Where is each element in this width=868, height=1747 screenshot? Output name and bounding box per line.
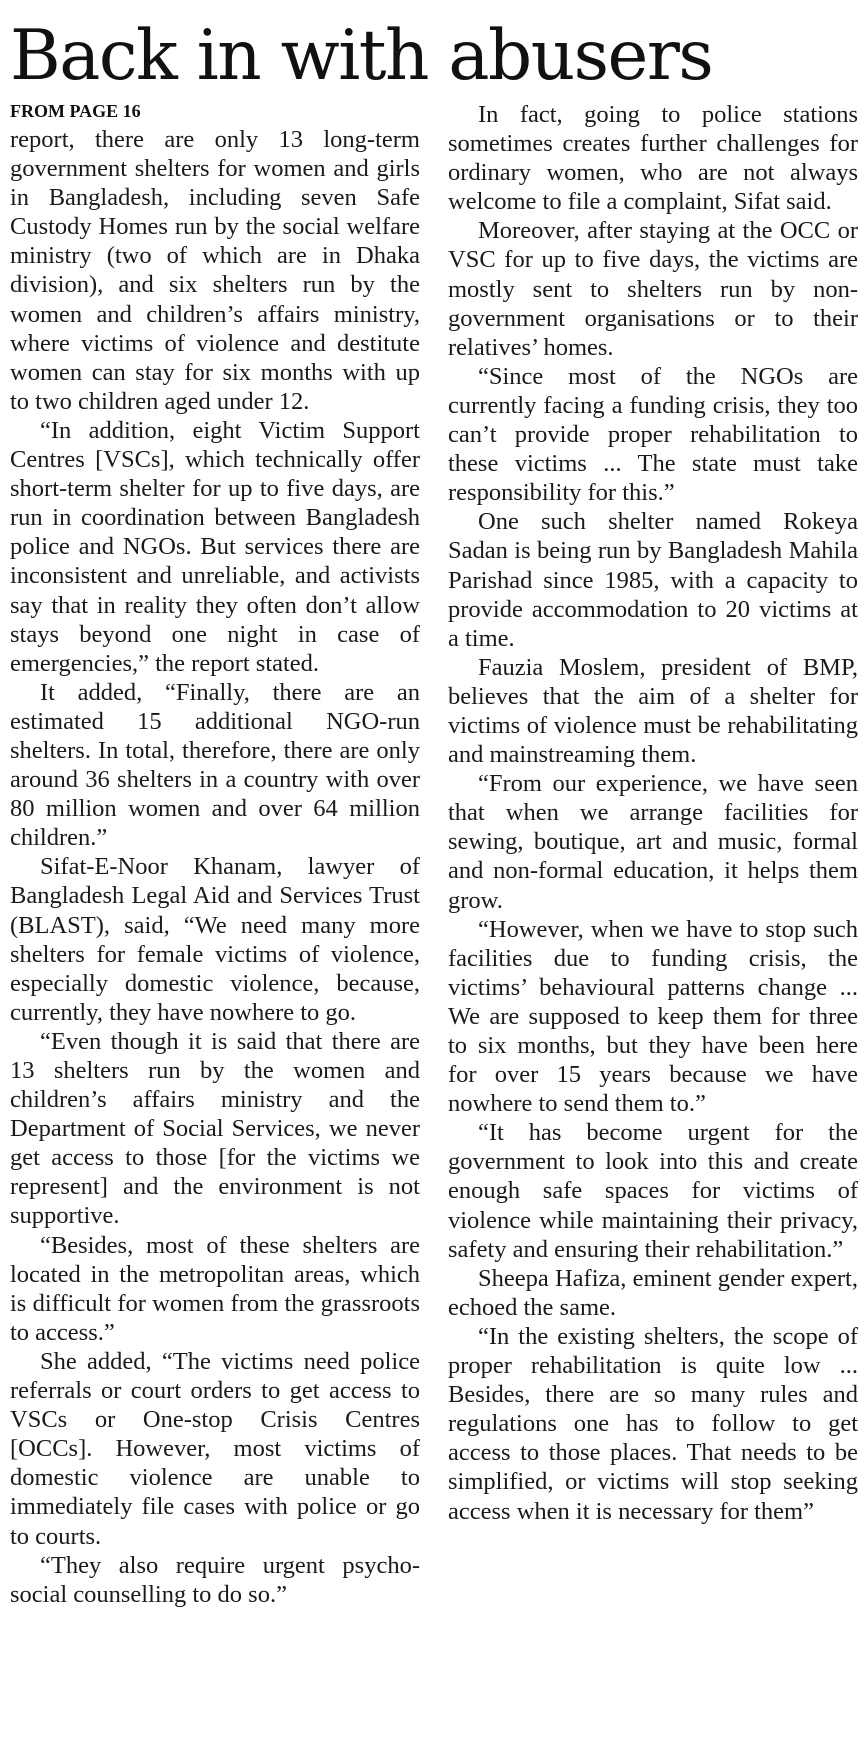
jump-line: FROM PAGE 16 xyxy=(10,101,141,121)
paragraph: Moreover, after staying at the OCC or VSC for up to five days, the victims are mostly sent to shelters run by non-government organisations or to their relatives’ homes. xyxy=(448,217,858,361)
paragraph: “Even though it is said that there are 13 shelters run by the women and children’s affairs ministry and the Department of Social Services, we never get access to those [for the victims we represent] and the environment is not supportive. xyxy=(10,1027,420,1230)
paragraph: “From our experience, we have seen that when we arrange facilities for sewing, boutique, art and music, formal and non-formal education, it helps them grow. xyxy=(448,770,858,914)
paragraph: In fact, going to police stations sometimes creates further challenges for ordinary women, who are not always welcome to file a complaint, Sifat said. xyxy=(448,101,858,216)
paragraph: One such shelter named Rokeya Sadan is being run by Bangladesh Mahila Parishad since 1985, with a capacity to provide accommodation to 20 victims at a time. xyxy=(448,508,858,652)
article-headline: Back in with abusers xyxy=(10,16,713,96)
paragraph: “They also require urgent psycho-social counselling to do so.” xyxy=(10,1551,420,1608)
paragraph: It added, “Finally, there are an estimated 15 additional NGO-run shelters. In total, therefore, there are only around 36 shelters in a country with over 80 million women and over 64 million children.” xyxy=(10,678,420,852)
paragraph: “However, when we have to stop such facilities due to funding crisis, the victims’ behavioural patterns change ... We are supposed to keep them for three to six months, but they have been here for over 15 years because we have nowhere to send them to.” xyxy=(448,915,858,1118)
paragraph: “In the existing shelters, the scope of proper rehabilitation is quite low ... Besides, there are so many rules and regulations one has to follow to get access to those places. That needs to be simplified, or victims will stop seeking access when it is necessary for them” xyxy=(448,1322,858,1525)
right-column xyxy=(448,100,858,1526)
paragraph: “It has become urgent for the government to look into this and create enough safe spaces for victims of violence while maintaining their privacy, safety and ensuring their rehabilitation.” xyxy=(448,1119,858,1263)
paragraph: report, there are only 13 long-term government shelters for women and girls in Bangladesh, including seven Safe Custody Homes run by the social welfare ministry (two of which are in Dhaka division), and six shelters run by the women and children’s affairs ministry, where victims of violence and destitute women can stay for six months with up to two children aged under 12. xyxy=(10,126,420,415)
paragraph: “Since most of the NGOs are currently facing a funding crisis, they too can’t provide proper rehabilitation to these victims ... The state must take responsibility for this.” xyxy=(448,362,858,507)
paragraph: Sifat-E-Noor Khanam, lawyer of Bangladesh Legal Aid and Services Trust (BLAST), said, “We need many more shelters for female victims of violence, especially domestic violence, because, currently, they have nowhere to go. xyxy=(10,853,420,1026)
paragraph: Sheepa Hafiza, eminent gender expert, echoed the same. xyxy=(448,1264,858,1321)
left-column xyxy=(10,125,420,1609)
paragraph: “Besides, most of these shelters are located in the metropolitan areas, which is difficult for women from the grassroots to access.” xyxy=(10,1231,420,1346)
paragraph: “In addition, eight Victim Support Centres [VSCs], which technically offer short-term shelter for up to five days, are run in coordination between Bangladesh police and NGOs. But services there are inconsistent and unreliable, and activists say that in reality they often don’t allow stays beyond one night in case of emergencies,” the report stated. xyxy=(10,416,420,677)
paragraph: She added, “The victims need police referrals or court orders to get access to VSCs or One-stop Crisis Centres [OCCs]. However, most victims of domestic violence are unable to immediately file cases with police or go to courts. xyxy=(10,1347,420,1550)
paragraph: Fauzia Moslem, president of BMP, believes that the aim of a shelter for victims of violence must be rehabilitating and mainstreaming them. xyxy=(448,653,858,769)
